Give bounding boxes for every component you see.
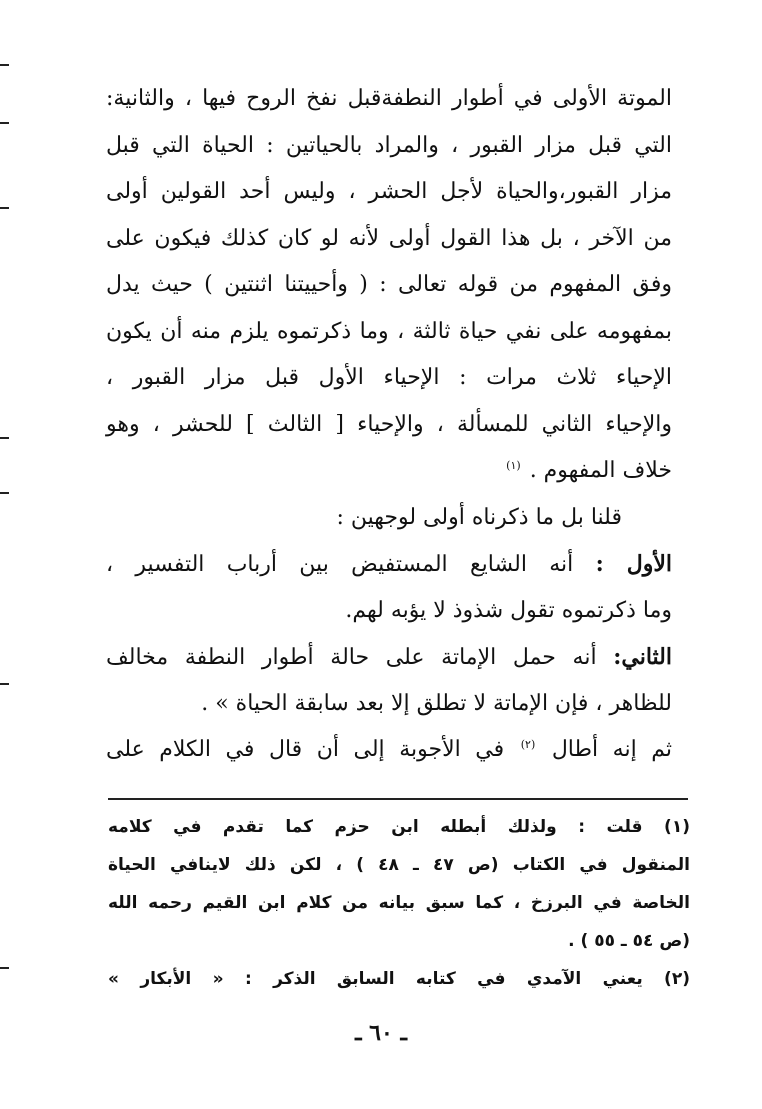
margin-tick [0,207,9,209]
text-line: الإحياء ثلاث مرات : الإحياء الأول قبل مزار القبور ، [106,365,672,390]
footnote-line: (١) قلت : ولذلك أبطله ابن حزم كما تقدم في كلامه [108,817,690,837]
text-line: مزار القبور،والحياة لأجل الحشر ، وليس أحد القولين أولى [106,179,672,204]
margin-tick [0,64,9,66]
footnote-line: (٢) يعني الآمدي في كتابه السابق الذكر : « الأبكار » [108,969,690,989]
text-line [106,727,672,774]
footnote-ref: (٢) [520,737,536,751]
footnote-line: الخاصة في البرزخ ، كما سبق بيانه من كلام ابن القيم رحمه الله [108,893,690,913]
text-line: والإحياء الثاني للمسألة ، والإحياء [ الثالث ] للحشر ، وهو [106,411,672,437]
text-line: من الآخر ، بل هذا القول أولى لأنه لو كان كذلك فيكون على [106,225,672,251]
text-segment: أنه الشايع المستفيض بين أرباب التفسير ، [106,552,596,577]
margin-tick [0,967,9,969]
footnote-ref: (١) [506,458,521,472]
footnote-line: المنقول في الكتاب (ص ٤٧ ـ ٤٨ ) ، لكن ذلك لاينافي الحياة [108,855,691,875]
text-line: وما ذكرتموه تقول شذوذ لا يؤبه لهم. [345,597,672,623]
margin-tick [0,683,9,685]
text-line [106,634,672,681]
text-line: قلنا بل ما ذكرناه أولى لوجهين : [336,504,622,530]
text-line [106,541,672,588]
text-line [106,448,672,495]
text-line: للظاهر ، فإن الإماتة لا تطلق إلا بعد سابقة الحياة » . [201,690,672,716]
text-line: التي قبل مزار القبور ، والمراد بالحياتين : الحياة التي قبل [106,132,672,158]
text-line: بمفهومه على نفي حياة ثالثة ، وما ذكرتموه يلزم منه أن يكون [106,318,672,344]
text-segment: أنه حمل الإماتة على حالة أطوار النطفة مخالف [106,645,614,670]
text-segment: خلاف المفهوم . [529,458,672,483]
footnotes [108,808,690,998]
margin-tick [0,122,9,124]
text-line: الموتة الأولى في أطوار النطفةقبل نفخ الروح فيها ، والثانية: [106,86,672,111]
main-text [106,76,672,774]
point-label: الأول : [595,551,672,577]
footnote-line: (ص ٥٤ ـ ٥٥ ) . [568,931,690,951]
text-line: وفق المفهوم من قوله تعالى : ( وأحييتنا اثنتين ) حيث يدل [106,272,672,297]
page-number: ـ ٦٠ ـ [355,1020,407,1046]
text-segment: ثم إنه أطال [551,737,673,762]
text-segment: في الأجوبة إلى أن قال في الكلام على [106,737,505,762]
margin-tick [0,437,9,439]
footnote-divider [108,798,688,800]
margin-tick [0,492,9,494]
point-label: الثاني: [613,644,672,670]
